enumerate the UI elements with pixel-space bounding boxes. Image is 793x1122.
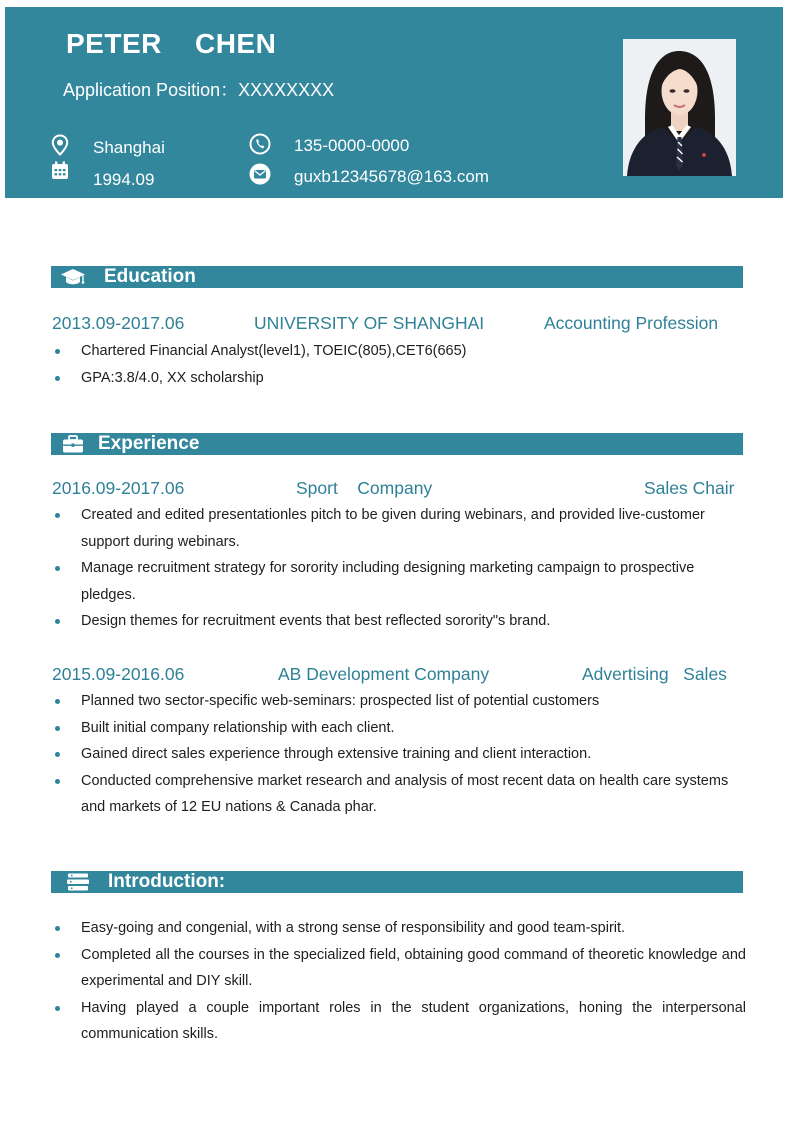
education-title: Education [104,266,196,287]
graduation-cap-icon [60,267,86,287]
list-item: Built initial company relationship with each client. [52,715,738,742]
education-school: UNIVERSITY OF SHANGHAI [254,313,485,333]
introduction-section-header [51,871,743,893]
birth-date-text: 1994.09 [93,170,155,189]
education-entry [52,313,737,337]
profile-photo [623,39,736,176]
location-pin-icon [49,134,71,156]
job-role: Sales Chair [644,478,735,498]
books-icon [65,872,91,892]
experience-section-header [51,433,743,455]
list-item: Completed all the courses in the specialized field, obtaining good command of theoretic knowledge and experimental and DIY skill. [52,942,746,995]
job-entry [52,664,737,688]
job-date: 2015.09-2016.06 [52,664,185,684]
position-value: XXXXXXXX [238,80,335,100]
list-item: GPA:3.8/4.0, XX scholarship [52,365,732,392]
calendar-icon [49,160,71,182]
email-text: guxb12345678@163.com [294,167,489,186]
briefcase-icon [60,434,86,454]
introduction-bullets [52,915,746,1048]
list-item: Created and edited presentationles pitch to be given during webinars, and provided live-customer support during webinars. [52,502,738,555]
job-bullets [52,502,738,635]
phone-text: 135-0000-0000 [294,136,410,155]
list-item: Easy-going and congenial, with a strong sense of responsibility and good team-spirit. [52,915,746,942]
experience-title: Experience [98,433,200,454]
education-major: Accounting Profession [544,313,719,333]
education-section-header [51,266,743,288]
list-item: Having played a couple important roles in the student organizations, honing the interpersonal communication skills. [52,995,746,1048]
list-item: Conducted comprehensive market research and analysis of most recent data on health care systems and markets of 12 EU nations & Canada phar. [52,768,738,821]
list-item: Planned two sector-specific web-seminars: prospected list of potential customers [52,688,738,715]
job-bullets [52,688,738,821]
phone-icon [249,133,271,155]
location-text: Shanghai [93,138,165,157]
candidate-name: PETER CHEN [66,28,277,59]
list-item: Gained direct sales experience through extensive training and client interaction. [52,741,738,768]
job-entry [52,478,737,502]
job-company: Sport Company [296,478,433,498]
list-item: Manage recruitment strategy for sorority including designing marketing campaign to prospective pledges. [52,555,738,608]
education-date: 2013.09-2017.06 [52,313,185,333]
list-item: Design themes for recruitment events that best reflected sorority"s brand. [52,608,738,635]
list-item: Chartered Financial Analyst(level1), TOEIC(805),CET6(665) [52,338,732,365]
application-position [63,76,334,102]
position-label: Application Position： [63,80,239,100]
job-date: 2016.09-2017.06 [52,478,185,498]
email-icon [249,163,271,185]
job-role: Advertising Sales [582,664,727,684]
education-bullets [52,338,732,391]
introduction-title: Introduction: [108,871,226,892]
job-company: AB Development Company [278,664,490,684]
